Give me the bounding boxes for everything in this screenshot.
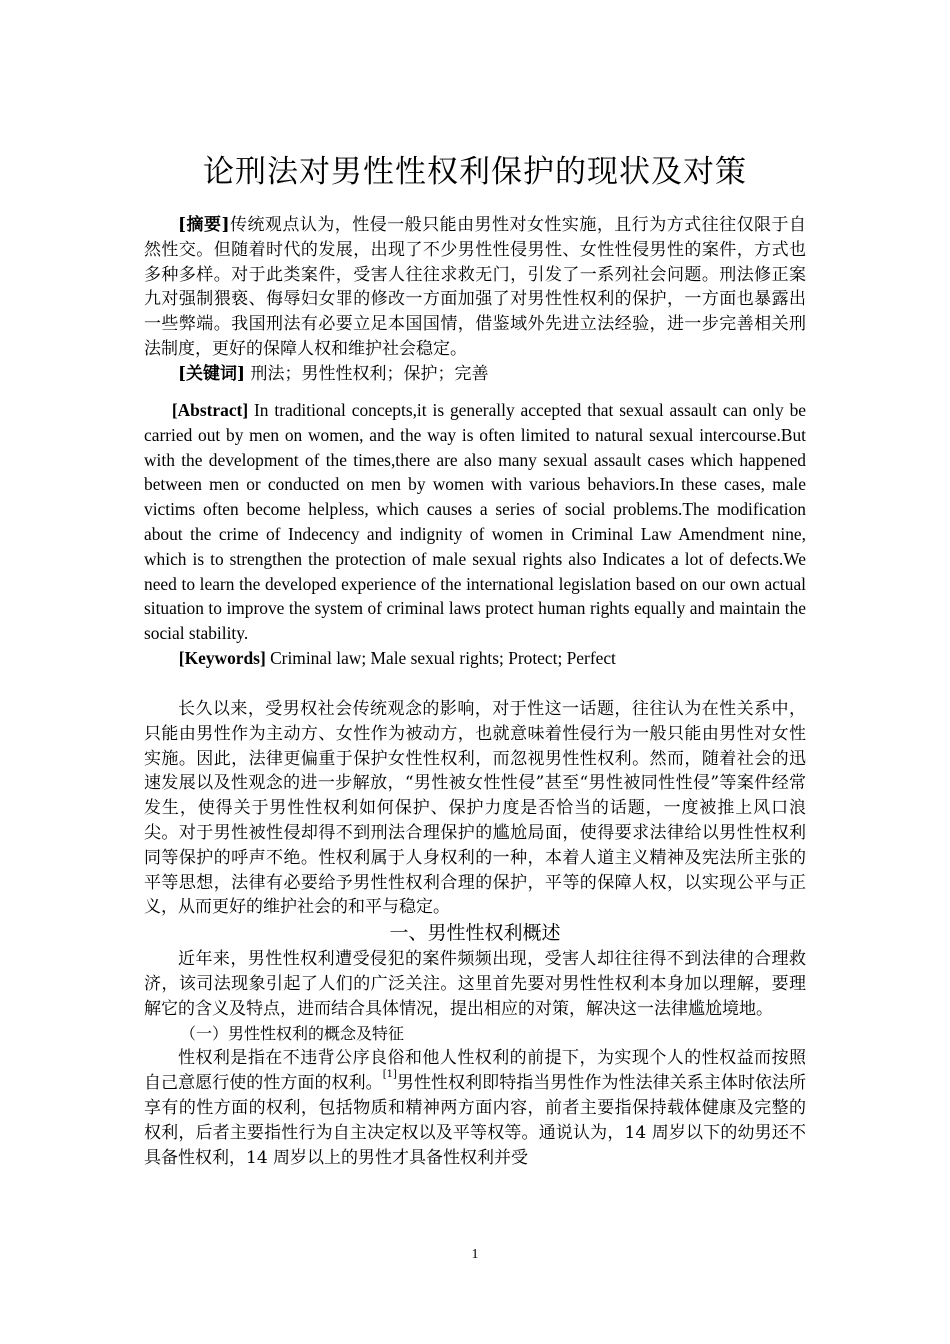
abstract-label: [摘要] <box>178 215 230 235</box>
keywords-label: [关键词] <box>178 363 246 384</box>
section-paragraph: 近年来，男性性权利遭受侵犯的案件频频出现，受害人却往往得不到法律的合理救济，该司法现象引起了人们的广泛关注。这里首先要对男性性权利本身加以理解，要理解它的含义及特点，进而结合具体情况，提出相应的对策，解决这一法律尴尬境地。 <box>144 949 806 1019</box>
chinese-abstract-section <box>144 213 806 387</box>
intro-paragraph: 长久以来，受男权社会传统观念的影响，对于性这一话题，往往认为在性关系中，只能由男性作为主动方、女性作为被动方，也就意味着性侵行为一般只能由男性对女性实施。因此，法律更偏重于保护女性性权利，而忽视男性性权利。然而，随着社会的迅速发展以及性观念的进一步解放，“男性被女性性侵”甚至“男性被同性性侵”等案件经常发生，使得关于男性性权利如何保护、保护力度是否恰当的话题，一度被推上风口浪尖。对于男性被性侵却得不到刑法合理保护的尴尬局面，使得要求法律给以男性性权利同等保护的呼声不绝。性权利属于人身权利的一种，本着人道主义精神及宪法所主张的平等思想，法律有必要给予男性性权利合理的保护，平等的保障人权，以实现公平与正义，从而更好的维护社会的和平与稳定。 <box>144 699 806 918</box>
chinese-keywords <box>144 362 806 387</box>
abstract-text: 传统观点认为，性侵一般只能由男性对女性实施，且行为方式往往仅限于自然性交。但随着时代的发展，出现了不少男性性侵男性、女性性侵男性的案件，方式也多种多样。对于此类案件，受害人往往求救无门，引发了一系列社会问题。刑法修正案九对强制猥亵、侮辱妇女罪的修改一方面加强了对男性性权利的保护，一方面也暴露出一些弊端。我国刑法有必要立足本国国情，借鉴域外先进立法经验，进一步完善相关刑法制度，更好的保障人权和维护社会稳定。 <box>144 215 806 359</box>
document-title: 论刑法对男性性权利保护的现状及对策 <box>203 154 747 190</box>
section-heading: 一、男性性权利概述 <box>389 922 561 945</box>
subsection-text-before-ref: 性权利是指在不违背公序良俗和他人性权利的前提下，为实现个人的性权益而按照自己意愿行使的性方面的权利。 <box>144 1048 806 1094</box>
keywords-text: 刑法；男性性权利；保护；完善 <box>245 363 489 384</box>
abstract-en-text: In traditional concepts,it is generally accepted that sexual assault can only be carried out by men on women, and the way is often limited to natural sexual intercourse.But with the development of the times,there are also many sexual assault cases which happened between men or conducted on men by women with various behaviors.In these cases, male victims often become helpless, which causes a series of social problems.The modification about the crime of Indecency and indignity of women in Criminal Law Amendment nine, which is to strengthen the protection of male sexual rights also Indicates a lot of defects.We need to learn the developed experience of the international legislation based on our own actual situation to improve the system of criminal laws protect human rights equally and maintain the social stability. <box>144 400 806 644</box>
english-abstract-section <box>144 398 806 671</box>
english-keywords <box>144 646 806 671</box>
keywords-en-text: Criminal law; Male sexual rights; Protect; Perfect <box>265 647 616 668</box>
abstract-en-label: [Abstract] <box>171 400 249 420</box>
english-abstract <box>144 398 806 646</box>
page-number: 1 <box>471 1247 479 1262</box>
body-text <box>144 697 806 1170</box>
subsection-paragraph <box>144 1046 806 1170</box>
footnote-reference[interactable]: [1] <box>382 1069 397 1081</box>
subsection-text-after-ref: 男性性权利即特指当男性作为性法律关系主体时依法所享有的性方面的权利，包括物质和精神两方面内容，前者主要指保持载体健康及完整的权利，后者主要指性行为自主决定权以及平等权等。通说认为，14 周岁以下的幼男还不具备性权利，14 周岁以上的男性才具备性权利并受 <box>144 1073 807 1168</box>
subsection-heading: （一）男性性权利的概念及特征 <box>180 1023 405 1043</box>
keywords-en-label: [Keywords] <box>178 647 266 668</box>
chinese-abstract <box>144 213 806 362</box>
